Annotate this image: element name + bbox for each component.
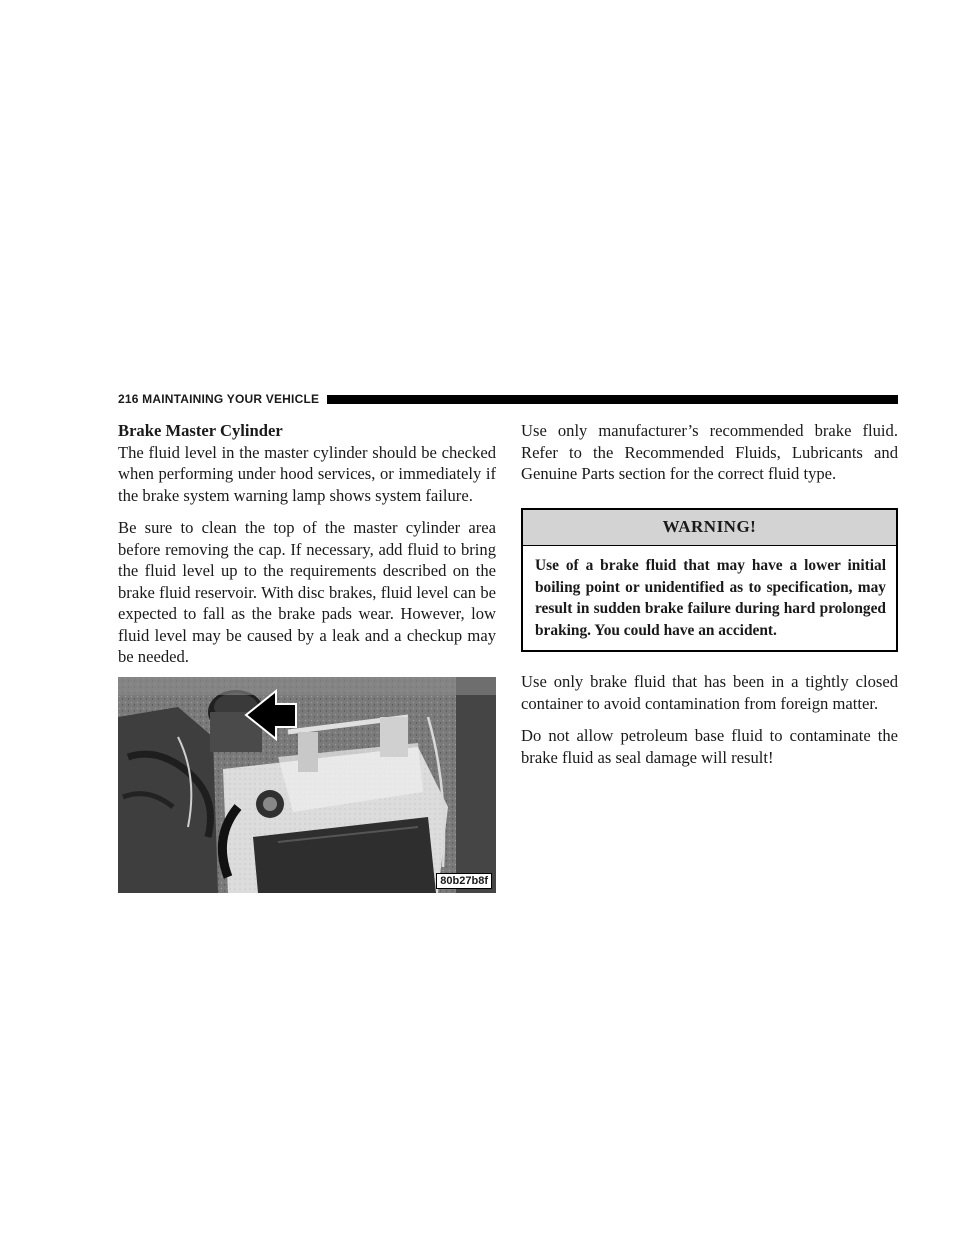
header-rule xyxy=(327,395,898,404)
warning-box xyxy=(521,508,898,653)
paragraph-petroleum-warning: Do not allow petroleum base fluid to contaminate the brake fluid as seal damage will result! xyxy=(521,726,898,767)
paragraph-recommended-fluid: Use only manufacturer’s recommended brake fluid. Refer to the Recommended Fluids, Lubricants and Genuine Parts section for the correct fluid type. xyxy=(521,421,898,483)
paragraph-fluid-level: The fluid level in the master cylinder should be checked when performing under hood services, or immediately if the brake system warning lamp shows system failure. xyxy=(118,442,496,505)
warning-title: WARNING! xyxy=(523,510,896,547)
warning-text: Use of a brake fluid that may have a lower initial boiling point or unidentified as to specification, may result in sudden brake failure during hard prolonged braking. You could have an accident. xyxy=(535,557,886,639)
paragraph-closed-container: Use only brake fluid that has been in a tightly closed container to avoid contamination from foreign matter. xyxy=(521,672,898,713)
page-header xyxy=(118,391,898,407)
left-column xyxy=(118,420,496,893)
section-heading: Brake Master Cylinder xyxy=(118,421,283,440)
right-column xyxy=(521,420,898,779)
page-number-section-title: 216 MAINTAINING YOUR VEHICLE xyxy=(118,392,320,406)
engine-bay-drawing xyxy=(118,677,496,893)
figure-code-label: 80b27b8f xyxy=(436,873,492,889)
paragraph-clean-cap: Be sure to clean the top of the master cylinder area before removing the cap. If necessary, add fluid to bring the fluid level up to the requirements described on the brake fluid reservoir. With disc brakes, fluid level can be expected to fall as the brake pads wear. However, low fluid level may be caused by a leak and a checkup may be needed. xyxy=(118,518,496,666)
engine-bay-illustration xyxy=(118,677,496,893)
